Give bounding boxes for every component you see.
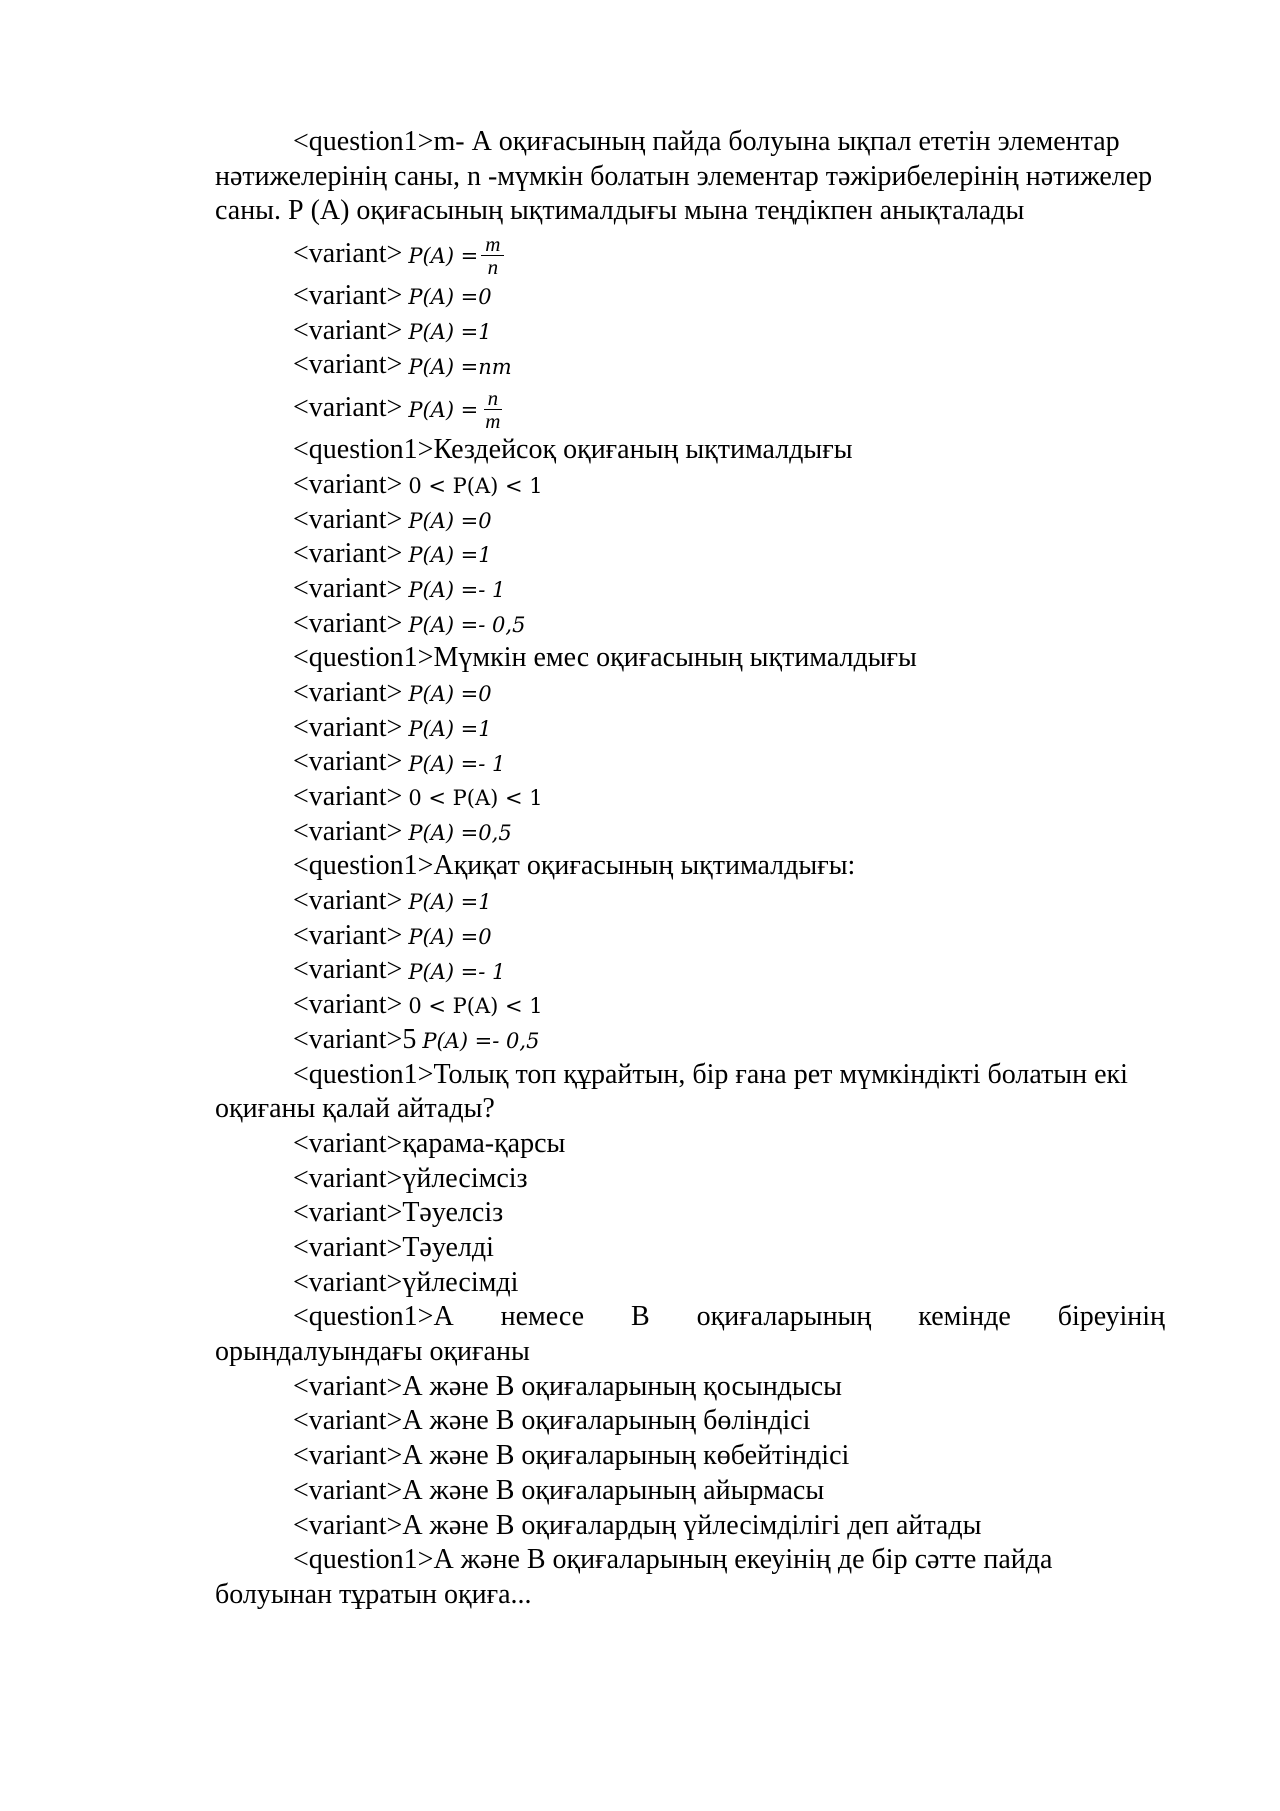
variant-row xyxy=(215,314,1165,349)
math-expression: 0 < P(A) < 1 xyxy=(408,786,543,811)
variant-tag: <variant> xyxy=(293,392,403,424)
question-text: А немесе В оқиғаларының кемінде біреуінің орындалуындағы оқиғаны xyxy=(215,1301,1165,1368)
question-1 xyxy=(215,125,1165,229)
question-tag: <question1> xyxy=(293,642,434,674)
variant-tag: <variant> xyxy=(293,1405,403,1437)
question-tag: <question1> xyxy=(293,434,434,466)
math-expression: P(A) =- 0,5 xyxy=(422,1029,540,1054)
variant-row xyxy=(215,1404,1165,1439)
question-tag: <question1> xyxy=(293,850,434,882)
variant-row xyxy=(215,1370,1165,1405)
question-tag: <question1> xyxy=(293,1544,434,1576)
variant-tag: <variant> xyxy=(293,1162,403,1194)
variant-tag: <variant> xyxy=(293,815,403,847)
variant-tag: <variant> xyxy=(293,238,403,270)
variant-text: Тәуелді xyxy=(402,1232,494,1264)
variant-row xyxy=(215,1162,1165,1197)
math-expression: P(A) =0 xyxy=(408,682,492,707)
variant-row xyxy=(215,780,1165,815)
variant-text: А және В оқиғалардың үйлесімділігі деп айтады xyxy=(402,1509,982,1541)
fraction-denominator: m xyxy=(485,409,501,434)
variant-tag: <variant> xyxy=(293,572,403,604)
variant-tag: <variant> xyxy=(293,781,403,813)
question-text: Кездейсоқ оқиғаның ықтималдығы xyxy=(433,434,853,466)
variant-tag: <variant> xyxy=(293,954,403,986)
variant-row xyxy=(215,572,1165,607)
question-6 xyxy=(215,1300,1165,1369)
fraction xyxy=(481,233,504,278)
fraction xyxy=(481,387,504,432)
math-expression: P(A) =- 1 xyxy=(408,578,506,603)
variant-tag: <variant> xyxy=(293,468,403,500)
question-3 xyxy=(215,641,1165,676)
fraction-denominator: n xyxy=(487,255,499,280)
question-text: Толық топ құрайтын, бір ғана рет мүмкіндікті болатын екі оқиғаны қалай айтады? xyxy=(215,1058,1128,1125)
variant-text: үйлесімсіз xyxy=(402,1162,528,1194)
variant-row xyxy=(215,468,1165,503)
variant-tag: <variant> xyxy=(293,1266,403,1298)
variant-tag: <variant> xyxy=(293,676,403,708)
math-expression: P(A) =1 xyxy=(408,890,492,915)
variant-row xyxy=(215,884,1165,919)
variant-tag: <variant> xyxy=(293,538,403,570)
math-expression xyxy=(408,385,478,435)
variant-row xyxy=(215,815,1165,850)
variant-tag: <variant> xyxy=(293,314,403,346)
math-expression: P(A) =1 xyxy=(408,716,492,741)
variant-text: Тәуелсіз xyxy=(402,1197,504,1229)
variant-tag: <variant> xyxy=(293,607,403,639)
variant-tag: <variant> xyxy=(293,1127,403,1159)
math-expression: P(A) =0 xyxy=(408,508,492,533)
question-7 xyxy=(215,1543,1165,1612)
variant-row xyxy=(215,1231,1165,1266)
document-content xyxy=(215,125,1165,1613)
math-expression: P(A) =nm xyxy=(408,354,512,379)
variant-tag: <variant> xyxy=(293,919,403,951)
variant-row xyxy=(215,676,1165,711)
variant-row xyxy=(215,1509,1165,1544)
variant-tag: <variant> xyxy=(293,989,403,1021)
question-text: Ақиқат оқиғасының ықтималдығы: xyxy=(433,850,856,882)
math-expression: P(A) =0,5 xyxy=(408,820,512,845)
variant-tag: <variant> xyxy=(293,1232,403,1264)
math-lhs: P(A) = xyxy=(408,243,479,268)
variant-text: үйлесімді xyxy=(402,1266,519,1298)
variant-tag: <variant> xyxy=(293,1509,403,1541)
fraction-numerator: m xyxy=(481,233,504,256)
math-expression: P(A) =- 1 xyxy=(408,959,506,984)
variant-text: А және В оқиғаларының көбейтіндісі xyxy=(402,1440,850,1472)
variant-tag: <variant> xyxy=(293,503,403,535)
question-text: Мүмкін емес оқиғасының ықтималдығы xyxy=(433,642,917,674)
variant-row xyxy=(215,1196,1165,1231)
variant-row xyxy=(215,1127,1165,1162)
math-expression: P(A) =0 xyxy=(408,925,492,950)
variant-tag: <variant> xyxy=(293,885,403,917)
variant-row xyxy=(215,229,1165,279)
question-tag: <question1> xyxy=(293,1301,434,1333)
variant-row xyxy=(215,1474,1165,1509)
variant-row xyxy=(215,383,1165,433)
variant-row xyxy=(215,503,1165,538)
math-lhs: P(A) = xyxy=(408,397,479,422)
variant-text: А және В оқиғаларының бөліндісі xyxy=(402,1405,811,1437)
variant-tag: <variant> xyxy=(293,1440,403,1472)
question-1-text-wrap xyxy=(215,125,1165,229)
math-expression: 0 < P(A) < 1 xyxy=(408,994,543,1019)
question-tag: <question1> xyxy=(293,126,434,157)
math-expression: P(A) =- 1 xyxy=(408,751,506,776)
math-expression xyxy=(408,231,478,281)
math-expression: P(A) =1 xyxy=(408,543,492,568)
variant-tag: <variant> xyxy=(293,1474,403,1506)
variant-row xyxy=(215,607,1165,642)
math-expression: P(A) =- 0,5 xyxy=(408,612,526,637)
variant-tag: <variant> xyxy=(293,1370,403,1402)
question-5-text-wrap xyxy=(215,1058,1165,1127)
question-text: m- А оқиғасының пайда болуына ықпал ететін элементар нәтижелерінің саны, n -мүмкін болатын элементар тәжірибелерінің нәтижелер саны. Р (А) оқиғасының ықтималдығы мына теңдікпен анықталады xyxy=(215,126,1153,227)
variant-tag: <variant> xyxy=(293,746,403,778)
variant-text: А және В оқиғаларының айырмасы xyxy=(402,1474,825,1506)
question-4 xyxy=(215,849,1165,884)
question-2 xyxy=(215,433,1165,468)
fraction-numerator: n xyxy=(484,387,503,410)
question-7-text-wrap xyxy=(215,1543,1165,1612)
variant-tag: <variant> xyxy=(293,280,403,312)
math-expression: P(A) =0 xyxy=(408,285,492,310)
variant-row xyxy=(215,988,1165,1023)
variant-row xyxy=(215,1266,1165,1301)
variant-row xyxy=(215,1023,1165,1058)
variant-row xyxy=(215,348,1165,383)
variant-row xyxy=(215,1439,1165,1474)
variant-row xyxy=(215,279,1165,314)
variant-tag: <variant>5 xyxy=(293,1023,417,1055)
variant-tag: <variant> xyxy=(293,711,403,743)
math-expression: 0 < P(A) < 1 xyxy=(408,474,543,499)
variant-text: қарама-қарсы xyxy=(402,1127,566,1159)
math-expression: P(A) =1 xyxy=(408,320,492,345)
variant-text: А және В оқиғаларының қосындысы xyxy=(402,1370,842,1402)
variant-tag: <variant> xyxy=(293,1197,403,1229)
question-text: А және В оқиғаларының екеуінің де бір сәтте пайда болуынан тұратын оқиға... xyxy=(215,1544,1053,1610)
question-5 xyxy=(215,1058,1165,1127)
variant-row xyxy=(215,711,1165,746)
variant-row xyxy=(215,537,1165,572)
variant-row xyxy=(215,745,1165,780)
variant-row xyxy=(215,953,1165,988)
question-6-text-wrap xyxy=(215,1300,1165,1369)
variant-tag: <variant> xyxy=(293,349,403,381)
question-tag: <question1> xyxy=(293,1058,434,1090)
variant-row xyxy=(215,919,1165,954)
